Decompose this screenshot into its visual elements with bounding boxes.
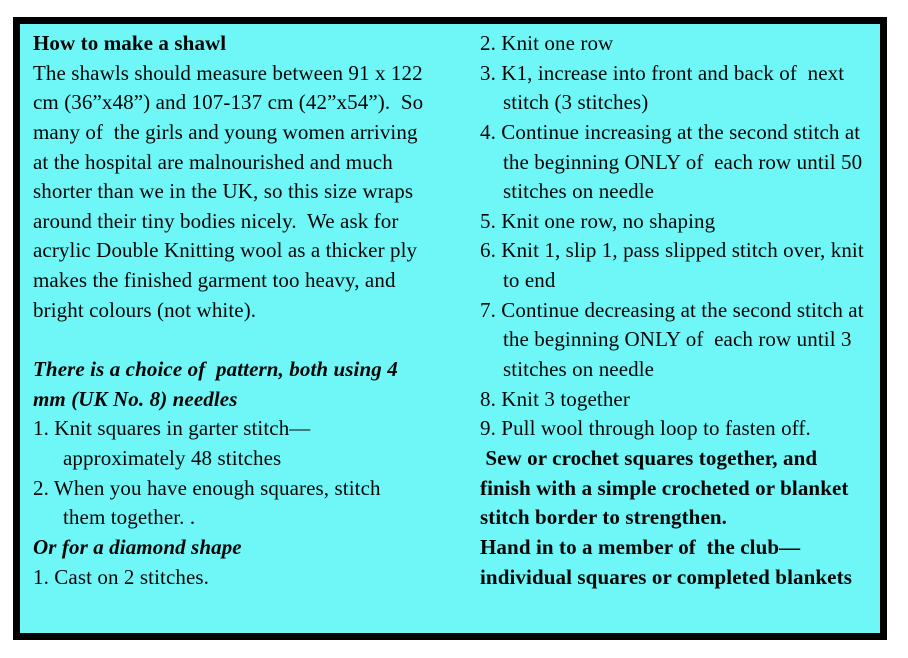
pattern-heading: mm (UK No. 8) needles	[33, 386, 238, 411]
text-line: The shawls should measure between 91 x 122	[33, 60, 423, 85]
list-item: 3. K1, increase into front and back of next	[480, 60, 845, 85]
list-item: 2. Knit one row	[480, 31, 614, 55]
list-item-continued: the beginning ONLY of each row until 3	[503, 327, 852, 352]
list-item: 4. Continue increasing at the second stitch at	[480, 119, 861, 144]
list-item-continued: the beginning ONLY of each row until 50	[503, 149, 863, 174]
finishing-note: stitch border to strengthen.	[480, 505, 728, 530]
list-item: 8. Knit 3 together	[480, 386, 630, 411]
text-line: cm (36”x48”) and 107-137 cm (42”x54”). So	[33, 90, 424, 115]
list-item-continued: stitch (3 stitches)	[503, 90, 649, 115]
list-item: 9. Pull wool through loop to fasten off.	[480, 416, 811, 441]
list-item: 2. When you have enough squares, stitch	[33, 475, 381, 500]
list-item-continued: stitches on needle	[503, 357, 655, 382]
text-line: bright colours (not white).	[33, 297, 257, 322]
list-item-continued: to end	[503, 268, 556, 293]
document-title: How to make a shawl	[33, 31, 227, 55]
two-column-layout	[20, 24, 880, 592]
list-item-continued: approximately 48 stitches	[63, 445, 282, 470]
list-item: 5. Knit one row, no shaping	[480, 208, 716, 233]
instruction-card	[13, 17, 887, 640]
diamond-heading: Or for a diamond shape	[33, 534, 242, 559]
left-column	[33, 29, 480, 592]
list-item: 1. Knit squares in garter stitch—	[33, 416, 311, 441]
list-item: 6. Knit 1, slip 1, pass slipped stitch over, knit	[480, 238, 864, 263]
right-column	[480, 29, 880, 592]
list-item: 7. Continue decreasing at the second stitch at	[480, 297, 864, 322]
text-line: at the hospital are malnourished and much	[33, 149, 393, 174]
text-line: around their tiny bodies nicely. We ask for	[33, 208, 399, 233]
finishing-note: finish with a simple crocheted or blanket	[480, 475, 849, 500]
blank-line	[33, 325, 480, 355]
text-line: makes the finished garment too heavy, and	[33, 268, 396, 293]
list-item-continued: them together. .	[63, 505, 196, 530]
list-item: 1. Cast on 2 stitches.	[33, 564, 210, 589]
hand-in-note: Hand in to a member of the club—	[480, 534, 801, 559]
text-line: shorter than we in the UK, so this size wraps	[33, 179, 414, 204]
list-item-continued: stitches on needle	[503, 179, 655, 204]
hand-in-note: individual squares or completed blankets	[480, 564, 852, 589]
finishing-note: Sew or crochet squares together, and	[480, 445, 818, 470]
text-line: many of the girls and young women arriving	[33, 119, 418, 144]
text-line: acrylic Double Knitting wool as a thicker ply	[33, 238, 418, 263]
pattern-heading: There is a choice of pattern, both using 4	[33, 357, 398, 382]
